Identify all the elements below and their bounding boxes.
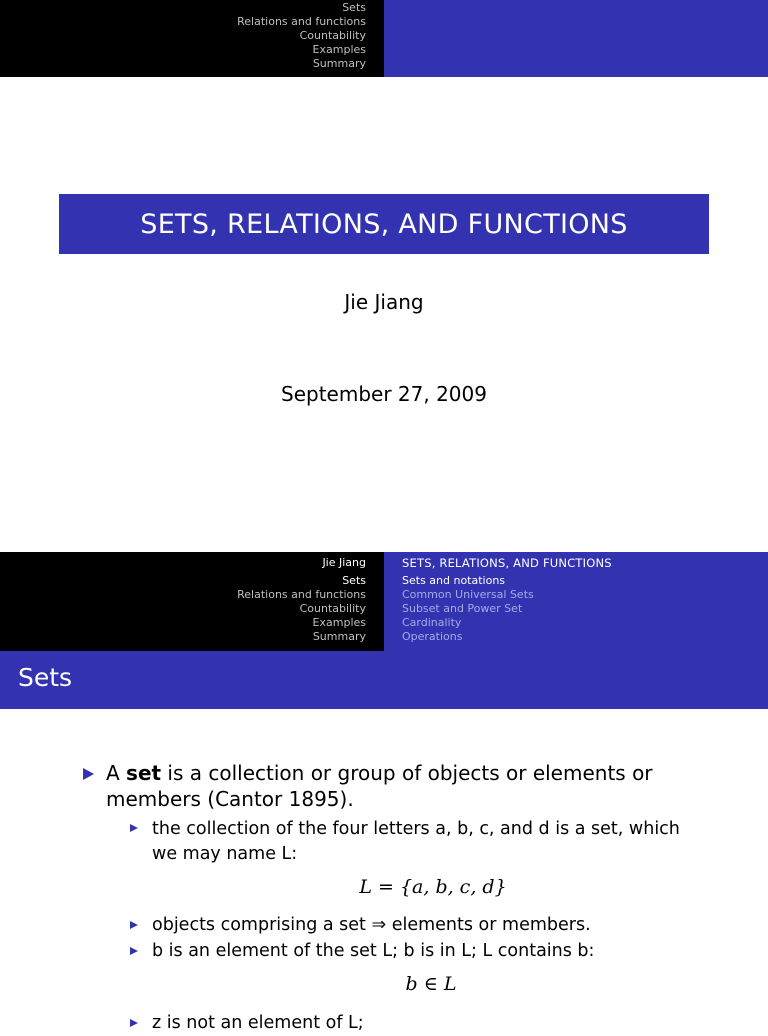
sub-bullet-triangle-icon xyxy=(130,1019,138,1027)
title-box xyxy=(59,194,709,254)
presentation-title: SETS, RELATIONS, AND FUNCTIONS xyxy=(140,208,628,240)
date: September 27, 2009 xyxy=(281,382,487,406)
sub-bullet-triangle-icon xyxy=(130,921,138,929)
nav-item-summary[interactable]: Summary xyxy=(312,57,366,70)
sub-bullet-triangle-icon xyxy=(130,824,138,832)
subsection-subset-power-set[interactable]: Subset and Power Set xyxy=(402,602,523,615)
sub-bullet-triangle-icon xyxy=(130,947,138,955)
bullet1-pre: A xyxy=(106,761,127,785)
subsection-operations[interactable]: Operations xyxy=(402,630,463,643)
section-nav xyxy=(237,556,366,644)
author: Jie Jiang xyxy=(344,290,424,314)
equation-b-in-l: b ∈ L xyxy=(405,973,457,995)
nav-item-examples[interactable]: Examples xyxy=(312,616,366,629)
subsection-nav xyxy=(402,556,612,644)
term-set: set xyxy=(126,761,162,785)
sub-bullet-not-element: z is not an element of L; xyxy=(152,1013,364,1033)
bullet1-post: is a collection or group of objects or elements or xyxy=(161,761,653,785)
nav-item-examples[interactable]: Examples xyxy=(312,43,366,56)
slide2-header-subsections xyxy=(384,552,768,651)
bullet-triangle-icon xyxy=(83,768,94,780)
nav-item-summary[interactable]: Summary xyxy=(312,630,366,643)
nav-item-relations[interactable]: Relations and functions xyxy=(237,588,366,601)
sub-bullet-collection-line1: the collection of the four letters a, b, c, and d is a set, which xyxy=(152,819,680,839)
section-title: SETS, RELATIONS, AND FUNCTIONS xyxy=(402,556,612,570)
frame-title-bar xyxy=(0,651,768,709)
sub-bullet-collection-line2: we may name L: xyxy=(152,844,298,864)
sub-bullet-membership: b is an element of the set L; b is in L; L contains b: xyxy=(152,941,595,961)
equation-set-l: L = {a, b, c, d} xyxy=(359,876,507,898)
nav-item-sets[interactable]: Sets xyxy=(342,574,366,587)
frame-title: Sets xyxy=(18,663,73,692)
slide1-header-blue xyxy=(384,0,768,77)
subsection-cardinality[interactable]: Cardinality xyxy=(402,616,462,629)
sub-bullet-elements: objects comprising a set ⇒ elements or members. xyxy=(152,915,591,935)
nav-item-sets[interactable]: Sets xyxy=(342,1,366,14)
slide1-header-nav xyxy=(0,0,384,77)
subsection-common-universal-sets[interactable]: Common Universal Sets xyxy=(402,588,534,601)
nav-item-relations[interactable]: Relations and functions xyxy=(237,15,366,28)
section-nav xyxy=(237,1,366,71)
subsection-sets-and-notations[interactable]: Sets and notations xyxy=(402,574,506,587)
slide2-header-nav xyxy=(0,552,384,651)
bullet-set-definition xyxy=(106,760,653,786)
author-short: Jie Jiang xyxy=(322,556,366,569)
nav-item-countability[interactable]: Countability xyxy=(299,29,366,42)
slide-body xyxy=(0,709,768,1033)
nav-item-countability[interactable]: Countability xyxy=(299,602,366,615)
bullet1-line2: members (Cantor 1895). xyxy=(106,787,354,811)
